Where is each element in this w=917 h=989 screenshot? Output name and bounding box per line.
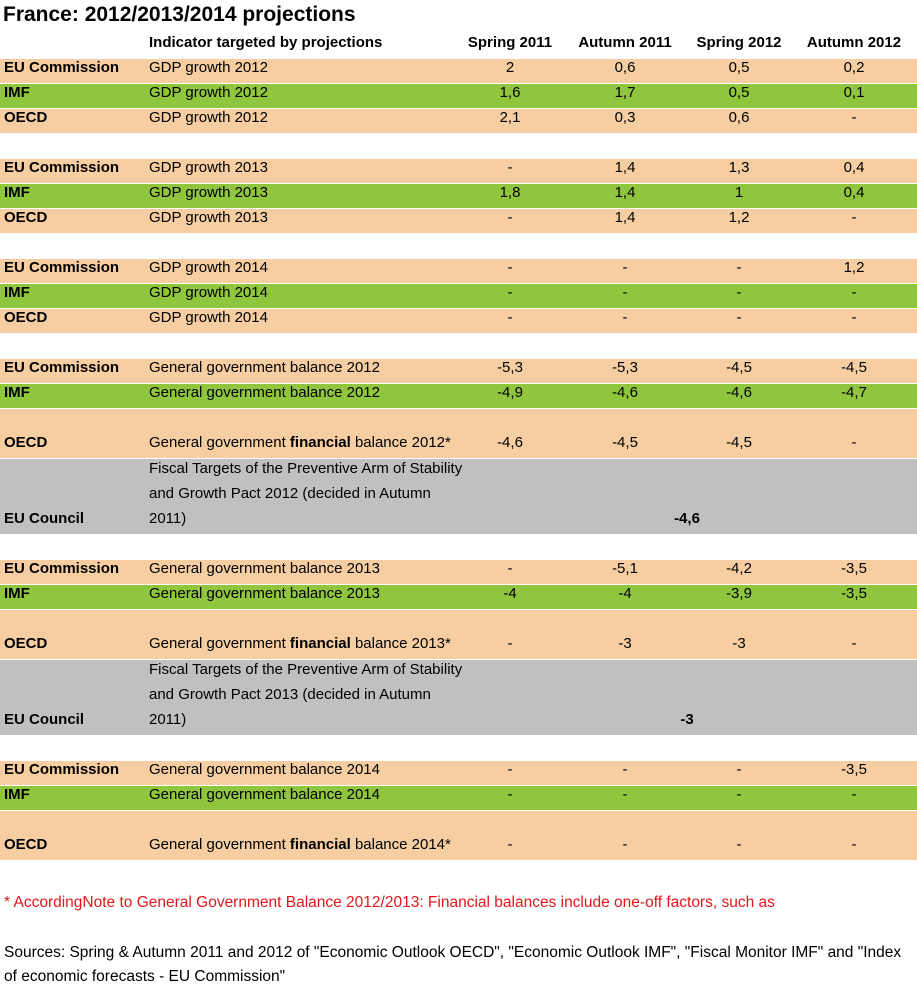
value-spring-2012: -4,2	[726, 560, 752, 577]
value-autumn-2011: 1,7	[614, 84, 636, 101]
org-label: OECD	[4, 434, 48, 451]
org-label: IMF	[4, 84, 30, 101]
org-label: OECD	[4, 109, 48, 126]
header-autumn-2012: Autumn 2012	[806, 34, 902, 51]
value-spring-2012: 1,3	[728, 159, 750, 176]
value-autumn-2012: -3,5	[841, 585, 867, 602]
sources-text: Sources: Spring & Autumn 2011 and 2012 of "Economic Outlook OECD", "Economic Outlook IMF", "Fiscal Monitor IMF" and "Index of economic forecasts - EU Commission"	[4, 944, 902, 985]
table-row	[0, 584, 917, 609]
org-label: IMF	[4, 384, 30, 401]
projections-table	[0, 33, 917, 860]
table-row	[0, 208, 917, 233]
value-autumn-2012: -	[851, 309, 857, 326]
value-spring-2011: -	[507, 259, 513, 276]
value-spring-2011: -4,9	[497, 384, 523, 401]
value-autumn-2011: -4,5	[612, 434, 638, 451]
indicator-label: GDP growth 2012	[149, 109, 268, 126]
table-row	[0, 810, 917, 860]
value-autumn-2011: -	[622, 786, 628, 803]
value-autumn-2012: -	[851, 284, 857, 301]
table-row	[0, 308, 917, 333]
value-autumn-2012: 0,4	[843, 159, 865, 176]
indicator-label: GDP growth 2012	[149, 59, 268, 76]
value-spring-2012: 0,5	[728, 84, 750, 101]
org-label: EU Commission	[4, 159, 120, 176]
footnote: * AccordingNote to General Government Balance 2012/2013: Financial balances include one-off factors, such as	[4, 894, 775, 911]
value-autumn-2011: -	[622, 309, 628, 326]
indicator-label: GDP growth 2014	[149, 259, 268, 276]
value-spring-2011: 1,6	[499, 84, 521, 101]
value-autumn-2012: -3,5	[841, 560, 867, 577]
indicator-label: General government balance 2013	[149, 585, 380, 602]
table-row	[0, 408, 917, 458]
org-label: IMF	[4, 585, 30, 602]
indicator-label: General government financial balance 2013*	[149, 635, 451, 652]
indicator-label: GDP growth 2013	[149, 159, 268, 176]
indicator-label: General government balance 2012	[149, 359, 380, 376]
value-spring-2012: -3,9	[726, 585, 752, 602]
indicator-label: Fiscal Targets of the Preventive Arm of Stability and Growth Pact 2013 (decided in Autumn 2011)	[149, 661, 463, 728]
value-autumn-2012: -	[851, 109, 857, 126]
indicator-label: GDP growth 2013	[149, 209, 268, 226]
indicator-label: GDP growth 2014	[149, 309, 268, 326]
merged-target-value: -3	[680, 711, 694, 728]
value-autumn-2011: 0,3	[614, 109, 636, 126]
org-label: EU Commission	[4, 359, 120, 376]
value-autumn-2012: 1,2	[843, 259, 865, 276]
value-autumn-2011: 1,4	[614, 209, 636, 226]
value-spring-2011: -	[507, 284, 513, 301]
org-label: EU Commission	[4, 259, 120, 276]
value-autumn-2011: -	[622, 836, 628, 853]
value-spring-2011: -	[507, 309, 513, 326]
value-autumn-2012: 0,4	[843, 184, 865, 201]
value-autumn-2011: -5,3	[612, 359, 638, 376]
value-spring-2012: 1,2	[728, 209, 750, 226]
value-autumn-2011: -4	[618, 585, 632, 602]
value-spring-2011: -4	[503, 585, 517, 602]
value-autumn-2012: -	[851, 209, 857, 226]
value-autumn-2012: -3,5	[841, 761, 867, 778]
value-spring-2011: 2,1	[499, 109, 521, 126]
value-autumn-2012: -	[851, 786, 857, 803]
org-label: EU Commission	[4, 761, 120, 778]
org-label: OECD	[4, 209, 48, 226]
value-autumn-2011: 1,4	[614, 184, 636, 201]
org-label: IMF	[4, 786, 30, 803]
value-spring-2012: 1	[734, 184, 744, 201]
value-spring-2012: -4,5	[726, 359, 752, 376]
value-autumn-2011: -	[622, 259, 628, 276]
table-row	[0, 659, 917, 735]
value-autumn-2012: -	[851, 836, 857, 853]
table-row	[0, 108, 917, 133]
value-spring-2011: -	[507, 560, 513, 577]
value-spring-2012: 0,6	[728, 109, 750, 126]
value-autumn-2011: -	[622, 284, 628, 301]
value-spring-2012: -	[736, 309, 742, 326]
page-title: France: 2012/2013/2014 projections	[3, 3, 356, 26]
value-autumn-2012: -4,5	[841, 359, 867, 376]
value-spring-2012: -4,5	[726, 434, 752, 451]
table-row	[0, 785, 917, 810]
org-label: OECD	[4, 309, 48, 326]
value-spring-2011: -5,3	[497, 359, 523, 376]
value-spring-2011: -	[507, 209, 513, 226]
table-row	[0, 383, 917, 408]
table-row	[0, 458, 917, 534]
value-spring-2012: -	[736, 761, 742, 778]
value-spring-2011: -	[507, 786, 513, 803]
value-spring-2012: -	[736, 786, 742, 803]
value-spring-2011: -	[507, 635, 513, 652]
value-spring-2011: -	[507, 761, 513, 778]
indicator-label: GDP growth 2014	[149, 284, 268, 301]
indicator-label: GDP growth 2013	[149, 184, 268, 201]
value-autumn-2012: -4,7	[841, 384, 867, 401]
header-autumn-2011: Autumn 2011	[578, 34, 672, 51]
value-spring-2011: 2	[505, 59, 515, 76]
value-spring-2012: -	[736, 836, 742, 853]
value-autumn-2011: -	[622, 761, 628, 778]
indicator-label: General government balance 2014	[149, 761, 380, 778]
value-autumn-2012: -	[851, 635, 857, 652]
org-label: IMF	[4, 184, 30, 201]
org-label: EU Council	[4, 711, 85, 728]
org-label: OECD	[4, 635, 48, 652]
value-spring-2012: -4,6	[726, 384, 752, 401]
value-autumn-2012: 0,2	[843, 59, 865, 76]
merged-target-value: -4,6	[674, 510, 700, 527]
header-spring-2011: Spring 2011	[467, 34, 553, 51]
value-spring-2011: -	[507, 159, 513, 176]
indicator-label: General government financial balance 2012*	[149, 434, 451, 451]
indicator-label: Fiscal Targets of the Preventive Arm of Stability and Growth Pact 2012 (decided in Autumn 2011)	[149, 460, 463, 527]
table-row	[0, 609, 917, 659]
value-spring-2012: -	[736, 284, 742, 301]
indicator-label: General government balance 2013	[149, 560, 380, 577]
indicator-label: General government balance 2012	[149, 384, 380, 401]
value-spring-2012: -3	[732, 635, 746, 652]
org-label: IMF	[4, 284, 30, 301]
value-autumn-2011: 0,6	[614, 59, 636, 76]
value-spring-2011: 1,8	[499, 184, 521, 201]
value-autumn-2011: -4,6	[612, 384, 638, 401]
value-autumn-2011: 1,4	[614, 159, 636, 176]
value-spring-2011: -4,6	[497, 434, 523, 451]
org-label: EU Commission	[4, 560, 120, 577]
value-spring-2012: 0,5	[728, 59, 750, 76]
value-autumn-2012: 0,1	[843, 84, 865, 101]
value-autumn-2012: -	[851, 434, 857, 451]
header-indicator: Indicator targeted by projections	[149, 34, 383, 51]
org-label: OECD	[4, 836, 48, 853]
value-autumn-2011: -3	[618, 635, 632, 652]
value-spring-2011: -	[507, 836, 513, 853]
org-label: EU Commission	[4, 59, 120, 76]
value-spring-2012: -	[736, 259, 742, 276]
header-spring-2012: Spring 2012	[696, 34, 782, 51]
indicator-label: General government balance 2014	[149, 786, 380, 803]
value-autumn-2011: -5,1	[612, 560, 638, 577]
indicator-label: General government financial balance 2014*	[149, 836, 451, 853]
org-label: EU Council	[4, 510, 85, 527]
indicator-label: GDP growth 2012	[149, 84, 268, 101]
